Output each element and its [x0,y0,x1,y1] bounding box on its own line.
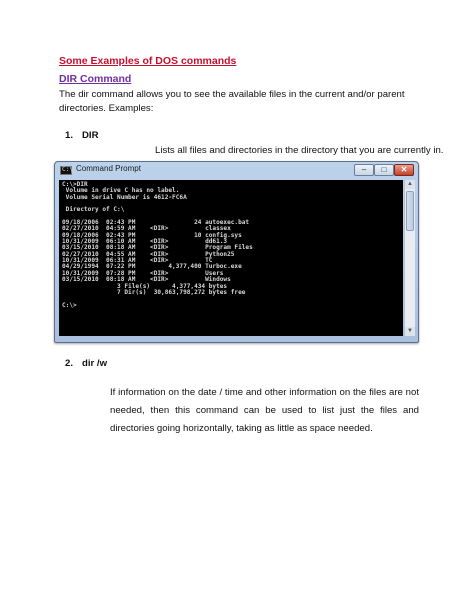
command-prompt-window[interactable] [54,161,419,343]
dir-description: Lists all files and directories in the directory that you are currently in. [155,145,444,156]
window-title: Command Prompt [76,164,141,173]
list-item-dir [65,130,99,141]
intro-paragraph: The dir command allows you to see the available files in the current and/or parent directories. Examples: [59,89,405,114]
list-label: DIR [82,130,99,141]
scroll-up-icon[interactable]: ▲ [405,180,415,189]
console-text: C:\>DIR Volume in drive C has no label. Volume Serial Number is 4612-FC6A Directory of C:\ 09/18/2006 02:43 PM 24 autoexec.bat 02/27/2010 04:59 AM <DIR> classex 09/18/2006 02:43 PM 10 config.sys 10/31/2009 06:10 AM <DIR> dd61.3 03/15/2010 08:18 AM <DIR> Program Files 02/27/2010 04:55 AM <DIR> Python25 10/31/2009 06:31 AM <DIR> TC 04/29/1994 07:22 PM 4,377,400 Turboc.exe 10/31/2009 07:28 PM <DIR> Users 03/15/2010 08:18 AM <DIR> Windows 3 File(s) 4,377,434 bytes 7 Dir(s) 30,863,798,272 bytes free C:\> [62,181,253,309]
section-heading: DIR Command [59,73,132,85]
console-output-area[interactable] [59,180,403,336]
scroll-down-icon[interactable]: ▼ [405,327,415,336]
window-titlebar[interactable] [55,162,418,179]
page-heading: Some Examples of DOS commands [59,55,237,67]
list-item-dir-w [65,358,107,369]
list-number: 1. [65,130,74,141]
dir-w-description: If information on the date / time and other information on the files are not needed, then this command can be used to list just the files and directories going horizontally, taking as little as space needed. [110,387,419,434]
scroll-thumb[interactable] [406,191,414,231]
minimize-button[interactable]: – [354,164,374,176]
cmd-icon: C:\ [62,166,73,173]
list-number: 2. [65,358,74,369]
vertical-scrollbar[interactable] [404,180,415,336]
list-label: dir /w [82,358,108,369]
maximize-button[interactable]: □ [374,164,394,176]
close-button[interactable]: ✕ [394,164,414,176]
